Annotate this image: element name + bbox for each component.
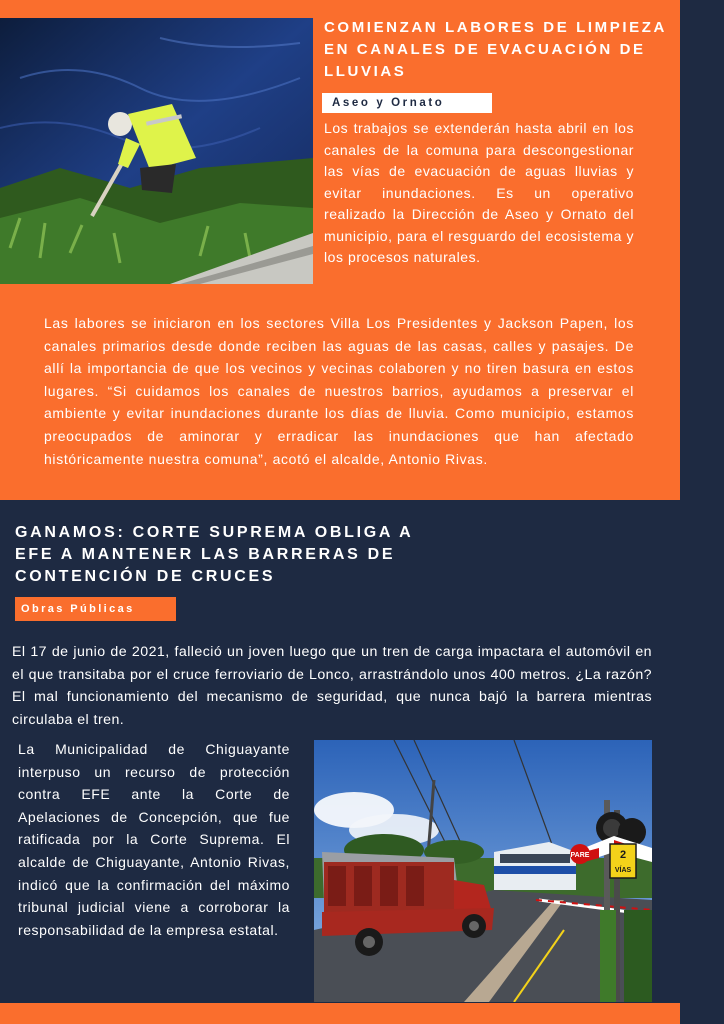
svg-text:2: 2 <box>619 849 627 861</box>
article1-body: Las labores se iniciaron en los sectores Villa Los Presidentes y Jackson Papen, los canales primarios desde donde reciben las aguas de las casas, calles y pasajes. De allí la importancia de que los vecinos y vecinas colaboren y no tiren basura en estos lugares. “Si cuidamos los canales de nuestros barrios, ayudamos a preservar el ambiente y evitar inundaciones durante los días de lluvia. Como municipio, estamos preocupados de aminorar y erradicar las inundaciones que han afectado históricamente nuestra comuna”, acotó el alcalde, Antonio Rivas. <box>44 315 634 467</box>
canal-cleaning-photo <box>0 18 313 284</box>
article2-title: GANAMOS: CORTE SUPREMA OBLIGA A EFE A MANTENER LAS BARRERAS DE CONTENCIÓN DE CRUCES <box>15 524 413 585</box>
bottom-orange-bar <box>0 1003 680 1024</box>
article2-category-tag: Obras Públicas <box>15 597 176 621</box>
tracks-sign <box>610 844 636 878</box>
article1-title: COMIENZAN LABORES DE LIMPIEZA EN CANALES DE EVACUACIÓN DE LLUVIAS <box>324 19 667 80</box>
article1-category-tag: Aseo y Ornato <box>322 93 492 113</box>
svg-text:PARE: PARE <box>570 852 590 859</box>
stop-sign <box>570 844 590 864</box>
article2-body: La Municipalidad de Chiguayante interpuso un recurso de protección contra EFE ante la Corte de Apelaciones de Concepción, que fue ratificada por la Corte Suprema. El alcalde de Chiguayante, Antonio Rivas, indicó que la confirmación del máximo tribunal judicial viene a corroborar la responsabilidad de la empresa estatal. <box>18 741 290 938</box>
article2-lead: El 17 de junio de 2021, falleció un joven luego que un tren de carga impactara el automóvil en el que transitaba por el cruce ferroviario de Lonco, arrastrándolo unos 400 metros. ¿La razón? El mal funcionamiento del mecanismo de seguridad, que nunca bajó la barrera mientras circulaba el tren. <box>12 644 652 728</box>
railway-crossing-photo <box>314 740 652 1002</box>
article1-lead: Los trabajos se extenderán hasta abril en los canales de la comuna para descongestionar las vías de evacuación de aguas lluvias y evitar inundaciones. Es un operativo realizado la Dirección de Aseo y Ornato del municipio, para el resguardo del ecosistema y los procesos naturales. <box>324 120 634 265</box>
svg-text:VÍAS: VÍAS <box>614 867 632 874</box>
